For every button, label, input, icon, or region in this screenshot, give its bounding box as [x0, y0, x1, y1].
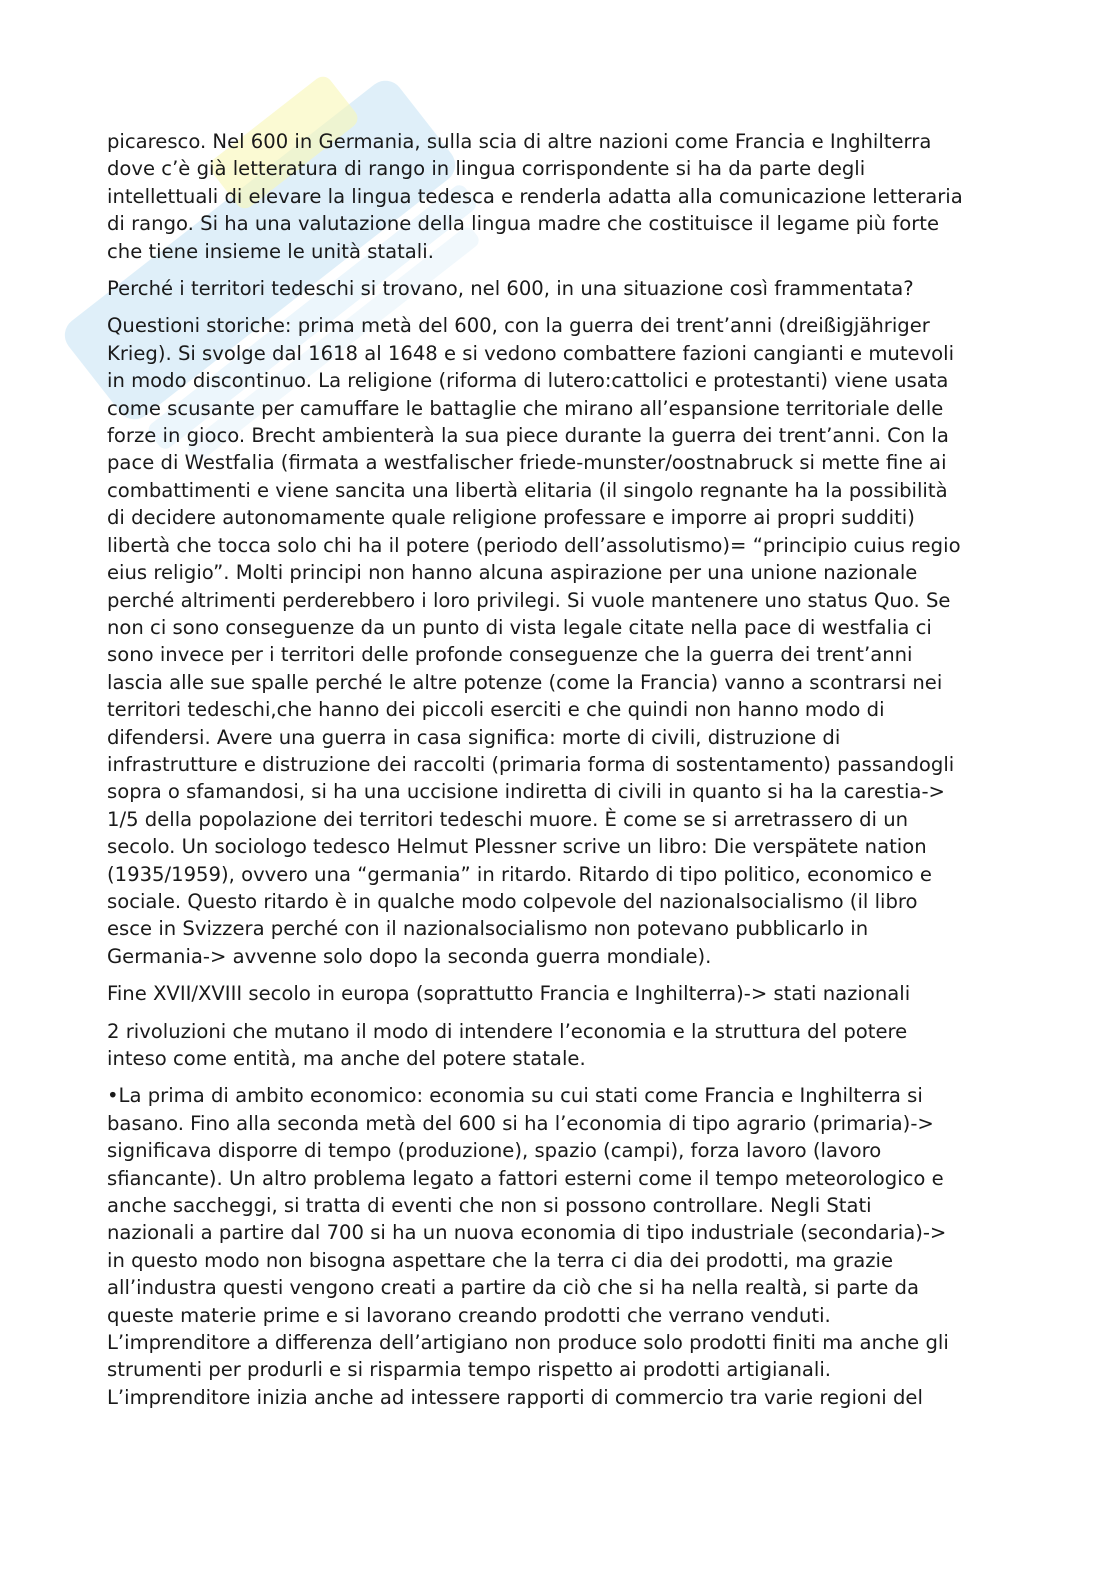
- text-line: in questo modo non bisogna aspettare che la terra ci dia dei prodotti, ma grazie: [107, 1248, 894, 1272]
- paragraph: [107, 275, 1007, 302]
- text-line: difendersi. Avere una guerra in casa significa: morte di civili, distruzione di: [107, 725, 841, 749]
- text-line: L’imprenditore a differenza dell’artigiano non produce solo prodotti finiti ma anche gli: [107, 1331, 949, 1355]
- paragraph: [107, 1018, 1007, 1073]
- text-line: L’imprenditore inizia anche ad intessere rapporti di commercio tra varie regioni del: [107, 1385, 923, 1409]
- text-line: combattimenti e viene sancita una libertà elitaria (il singolo regnante ha la possibilità: [107, 478, 948, 502]
- text-line: sociale. Questo ritardo è in qualche modo colpevole del nazionalsocialismo (il libro: [107, 889, 918, 913]
- text-line: Germania-> avvenne solo dopo la seconda guerra mondiale).: [107, 944, 712, 968]
- text-line: nazionali a partire dal 700 si ha un nuova economia di tipo industriale (secondaria)->: [107, 1221, 947, 1245]
- text-line: infrastrutture e distruzione dei raccolti (primaria forma di sostentamento) passandogli: [107, 752, 955, 776]
- text-line: eius religio”. Molti principi non hanno alcuna aspirazione per una unione nazionale: [107, 561, 918, 585]
- text-line: libertà che tocca solo chi ha il potere (periodo dell’assolutismo)= “principio cuius regio: [107, 533, 961, 557]
- text-line: dove c’è già letteratura di rango in lingua corrispondente si ha da parte degli: [107, 157, 866, 181]
- text-line: significava disporre di tempo (produzione), spazio (campi), forza lavoro (lavoro: [107, 1139, 882, 1163]
- text-line: sopra o sfamandosi, si ha una uccisione indiretta di civili in quanto si ha la carestia->: [107, 780, 945, 804]
- text-line: Fine XVII/XVIII secolo in europa (soprattutto Francia e Inghilterra)-> stati nazionali: [107, 982, 911, 1006]
- text-line: inteso come entità, ma anche del potere statale.: [107, 1047, 586, 1070]
- text-line: strumenti per produrli e si risparmia tempo rispetto ai prodotti artigianali.: [107, 1358, 831, 1382]
- text-line: che tiene insieme le unità statali.: [107, 239, 434, 263]
- text-line: queste materie prime e si lavorano creando prodotti che verrano venduti.: [107, 1303, 831, 1327]
- text-line: basano. Fino alla seconda metà del 600 si ha l’economia di tipo agrario (primaria)->: [107, 1111, 934, 1135]
- text-line: picaresco. Nel 600 in Germania, sulla scia di altre nazioni come Francia e Inghilterra: [107, 130, 932, 153]
- text-line: forze in gioco. Brecht ambienterà la sua piece durante la guerra dei trent’anni. Con la: [107, 424, 949, 448]
- text-line: in modo discontinuo. La religione (riforma di lutero:cattolici e protestanti) viene usata: [107, 369, 949, 393]
- text-line: intellettuali di elevare la lingua tedesca e renderla adatta alla comunicazione letteraria: [107, 184, 963, 208]
- text-line: 1/5 della popolazione dei territori tedeschi muore. È come se si arretrassero di un: [107, 807, 909, 831]
- text-line: perché altrimenti perderebbero i loro privilegi. Si vuole mantenere uno status Quo. Se: [107, 588, 951, 612]
- text-line: pace di Westfalia (firmata a westfalischer friede-munster/oostnabruck si mette fine ai: [107, 451, 947, 475]
- text-line: (1935/1959), ovvero una “germania” in ritardo. Ritardo di tipo politico, economico e: [107, 862, 932, 886]
- text-line: come scusante per camuffare le battaglie che mirano all’espansione territoriale delle: [107, 396, 944, 420]
- paragraph: [107, 1082, 1007, 1411]
- text-line: non ci sono conseguenze da un punto di vista legale citate nella pace di westfalia ci: [107, 615, 932, 639]
- text-line: •La prima di ambito economico: economia su cui stati come Francia e Inghilterra si: [107, 1084, 923, 1108]
- text-line: esce in Svizzera perché con il nazionalsocialismo non potevano pubblicarlo in: [107, 917, 869, 941]
- document-body: [107, 128, 1007, 1421]
- paragraph: [107, 980, 1007, 1007]
- text-line: Krieg). Si svolge dal 1618 al 1648 e si vedono combattere fazioni cangianti e mutevoli: [107, 341, 955, 365]
- text-line: di decidere autonomamente quale religione professare e imporre ai propri sudditi): [107, 506, 915, 530]
- text-line: secolo. Un sociologo tedesco Helmut Plessner scrive un libro: Die verspätete nation: [107, 835, 927, 859]
- text-line: all’industra questi vengono creati a partire da ciò che si ha nella realtà, si parte da: [107, 1276, 919, 1300]
- paragraph: [107, 128, 1007, 265]
- text-line: lascia alle sue spalle perché le altre potenze (come la Francia) vanno a scontrarsi nei: [107, 670, 943, 694]
- text-line: Perché i territori tedeschi si trovano, nel 600, in una situazione così frammentata?: [107, 277, 914, 301]
- paragraph: [107, 312, 1007, 970]
- text-line: sono invece per i territori delle profonde conseguenze che la guerra dei trent’anni: [107, 643, 913, 667]
- text-line: territori tedeschi,che hanno dei piccoli eserciti e che quindi non hanno modo di: [107, 698, 885, 722]
- text-line: 2 rivoluzioni che mutano il modo di intendere l’economia e la struttura del potere: [107, 1019, 908, 1043]
- text-line: anche saccheggi, si tratta di eventi che non si possono controllare. Negli Stati: [107, 1194, 872, 1218]
- text-line: Questioni storiche: prima metà del 600, con la guerra dei trent’anni (dreißigjähriger: [107, 314, 930, 338]
- text-line: di rango. Si ha una valutazione della lingua madre che costituisce il legame più forte: [107, 212, 939, 236]
- text-line: sfiancante). Un altro problema legato a fattori esterni come il tempo meteorologico e: [107, 1166, 944, 1190]
